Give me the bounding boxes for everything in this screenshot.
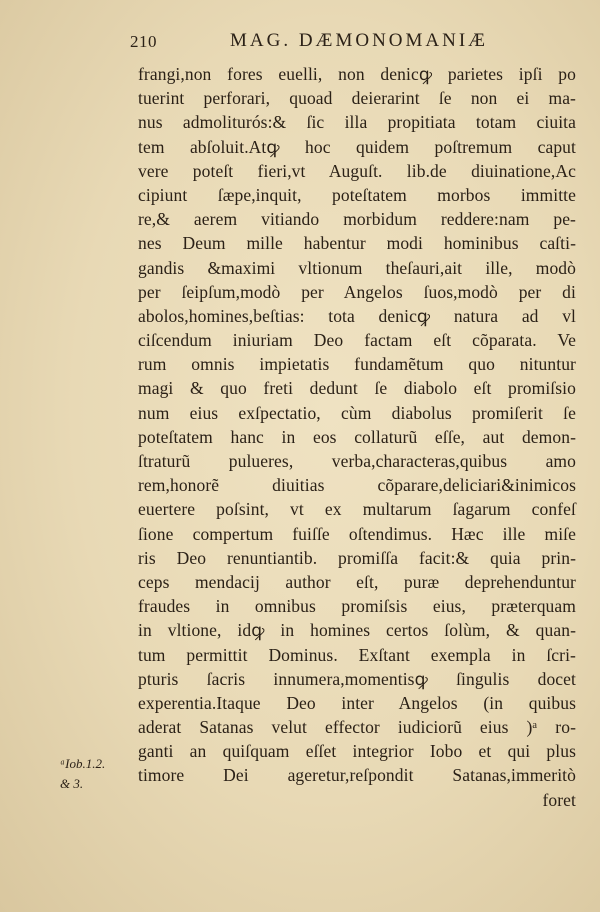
text-line: re,& aerem vitiando morbidum reddere:nam pe- <box>138 209 576 230</box>
text-line: nes Deum mille habentur modi hominibus caſti- <box>138 233 576 254</box>
text-line: rum omnis impietatis fundamẽtum quo nituntur <box>138 354 576 375</box>
text-line: gandis &maximi vltionum theſauri,ait ille, modò <box>138 257 576 278</box>
margin-note <box>60 754 130 794</box>
text-line: ganti an quiſquam eſſet integrior Iobo et qui plus <box>138 741 576 762</box>
margin-note-reference: ᵃIob.1.2. <box>60 756 106 771</box>
text-line: poteſtatem hanc in eos collaturũ eſſe, aut demon- <box>138 426 576 447</box>
text-line: aderat Satanas velut effector iudiciorũ eius )ᵃ ro- <box>138 717 576 738</box>
text-line: num eius exſpectatio, cùm diabolus promiſerit ſe <box>138 402 576 423</box>
text-line: nus admoliturós:& ſic illa propitiata totam ciuita <box>138 112 576 133</box>
page-header <box>130 30 550 56</box>
text-line: ſione compertum fuiſſe oſtendimus. Hæc ille miſe <box>138 523 576 544</box>
body-text <box>138 62 576 812</box>
text-line: magi & quo freti dedunt ſe diabolo eſt promiſsio <box>138 378 576 399</box>
text-line: in vltione, idꝙ in homines certos ſolùm, & quan- <box>138 620 576 641</box>
running-head: MAG. DÆMONOMANIÆ <box>230 30 489 51</box>
page-number: 210 <box>130 32 157 51</box>
text-line: abolos,homines,beſtias: tota denicꝙ natura ad vl <box>138 305 576 326</box>
text-line: rem,honorẽ diuitias cõparare,deliciari&inimicos <box>138 475 576 496</box>
text-line: ſtraturũ pulueres, verba,characteras,quibus amo <box>138 451 576 471</box>
text-line: experentia.Itaque Deo inter Angelos (in quibus <box>138 692 576 713</box>
catchword: foret <box>542 789 576 810</box>
text-line: pturis ſacris innumera,momentisꝙ ſingulis docet <box>138 668 576 689</box>
text-line: tum permittit Dominus. Exſtant exempla in ſcri- <box>138 644 576 665</box>
text-line: tuerint perforari, quoad deierarint ſe non ei ma- <box>138 88 576 109</box>
text-line: fraudes in omnibus promiſsis eius, præterquam <box>138 596 576 617</box>
text-line: ciſcendum iniuriam Deo factam eſt cõparata. Ve <box>138 330 576 351</box>
text-line: tem abſoluit.Atꝙ hoc quidem poſtremum caput <box>138 136 576 157</box>
text-line: per ſeipſum,modò per Angelos ſuos,modò per di <box>138 281 576 302</box>
text-line: timore Dei ageretur,reſpondit Satanas,immeritò <box>138 765 576 786</box>
text-line: vere poteſt fieri,vt Auguſt. lib.de diuinatione,Ac <box>138 160 576 181</box>
text-line: ris Deo renuntiantib. promiſſa facit:& quia prin- <box>138 547 576 568</box>
text-line: euertere poſsint, vt ex multarum ſagarum confeſ <box>138 499 576 520</box>
text-line: ceps mendacij author eſt, puræ deprehenduntur <box>138 571 576 592</box>
margin-note-continuation: & 3. <box>60 776 84 791</box>
text-line: cipiunt ſæpe,inquit, poteſtatem morbos immitte <box>138 184 576 205</box>
text-line: frangi,non fores euelli, non denicꝙ parietes ipſi po <box>138 64 576 84</box>
